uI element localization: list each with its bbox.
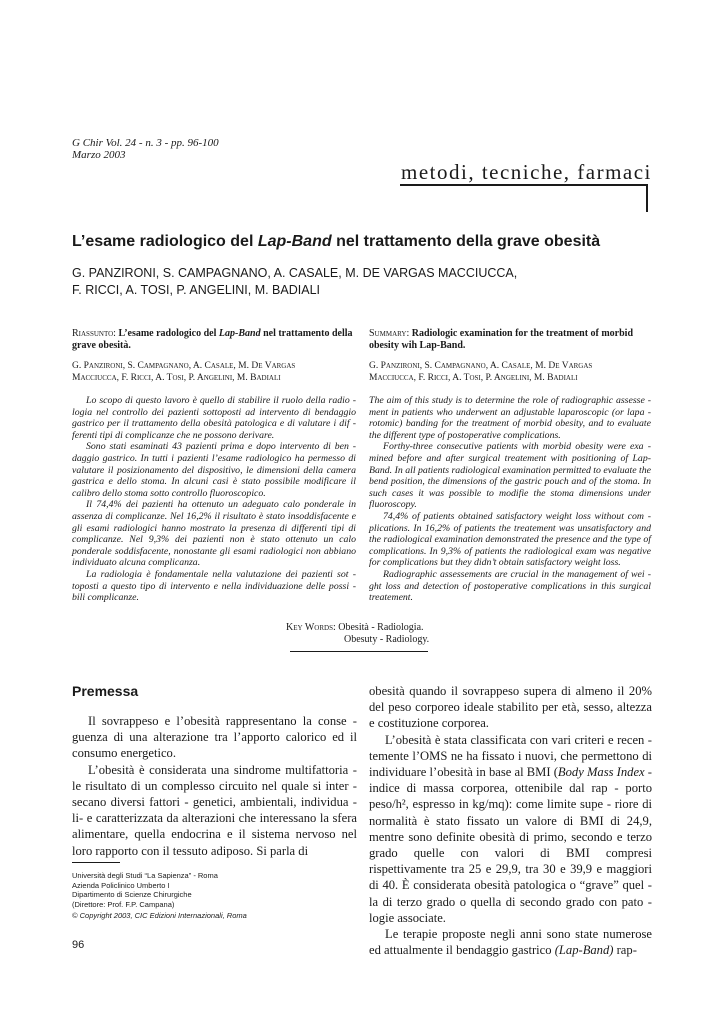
- summary-authors: G. Panzironi, S. Campagnano, A. Casale, M. De Vargas Macciucca, F. Ricci, A. Tosi, P. Angelini, M. Badiali: [369, 361, 593, 383]
- journal-date: Marzo 2003: [72, 149, 126, 161]
- keywords-rule: [290, 651, 428, 652]
- section-vertical-rule: [646, 184, 648, 212]
- riassunto-block: [72, 328, 356, 604]
- paragraph: Il sovrappeso e l’obesità rappresentano la conse - guenza di una alterazione tra l’apporto calorico ed il consumo energetico.: [72, 714, 357, 761]
- summary-heading: Summary: Radiologic examination for the treatment of morbid obesity wih Lap-Band.: [369, 328, 634, 351]
- paragraph: obesità quando il sovrappeso supera di almeno il 20% del peso corporeo ideale stabilito per età, sesso, altezza e costituzione corporea.: [369, 684, 652, 731]
- riassunto-heading: Riassunto: L’esame radologico del Lap-Band nel trattamento della grave obesità.: [72, 328, 353, 351]
- paragraph: L’obesità è considerata una sindrome multifattoria - le risultato di un complesso circuito nel quale si inter - secano diversi fattori - genetici, ambientali, individua - li- e caratterizzata da alterazioni che interessano la sfera alimentare, quella endocrina e il sistema nervoso nel loro rapporto con il tessuto adiposo. Si parla di: [72, 762, 357, 858]
- footnote-rule: [72, 862, 120, 863]
- author-line-2: F. RICCI, A. TOSI, P. ANGELINI, M. BADIALI: [72, 283, 320, 297]
- summary-text: [369, 395, 651, 604]
- paragraph: The aim of this study is to determine the role of radiographic assesse - ment in patients who underwent an adjustable laparoscopic (or lapa - rotomic) banding for the treatment of morbid obesity, and to evaluate the different type of postoperative complications.: [369, 395, 651, 441]
- body-right-column: [369, 683, 652, 958]
- journal-volume: G Chir Vol. 24 - n. 3 - pp. 96-100: [72, 137, 219, 149]
- section-title-premessa: Premessa: [72, 683, 139, 699]
- paragraph: Forthy-three consecutive patients with morbid obesity were exa - mined before and after surgical treatement with positioning of Lap- Band. In all patients radiological examination permitted to evaluate the bend position, the dimensions of the gastric pouch and of the stoma. In such cases it was possible to modifie the stoma dimensions under fluoroscopy.: [369, 441, 651, 511]
- paragraph: La radiologia è fondamentale nella valutazione dei pazienti sot - toposti a questo tipo di intervento e nella individuazione delle possi - bili complicanze.: [72, 568, 356, 604]
- section-rule: [400, 184, 648, 186]
- riassunto-text: [72, 395, 356, 604]
- paragraph: Il 74,4% dei pazienti ha ottenuto un adeguato calo ponderale in assenza di complicanze. Nel 16,2% il risultato è stato insoddisfacente e gli esami radiologici hanno mostrato la presenza di differenti tipi di complicanze. Nel 9,3% dei pazienti non è stato ottenuto un calo ponderale soddisfacente, nonostante gli esami radiologici non abbiano individuato alcuna complicanza.: [72, 499, 356, 569]
- paragraph: Le terapie proposte negli anni sono state numerose ed attualmente il bendaggio gastrico (Lap-Band) rap-: [369, 927, 652, 958]
- page-number: 96: [72, 939, 85, 951]
- body-left-column: [72, 713, 357, 859]
- paragraph: 74,4% of patients obtained satisfactory weight loss without com - plications. In 16,2% of patients the treatement was unsatisfactory and the radiological examination demonstrated the presence and the type of complications. In 9,3% of patients the radiological exam was negative for complications but they didn’t obtain satisfactory weight loss.: [369, 510, 651, 569]
- riassunto-authors: G. Panzironi, S. Campagnano, A. Casale, M. De Vargas Macciucca, F. Ricci, A. Tosi, P. Angelini, M. Badiali: [72, 361, 296, 383]
- affiliation-footnote: Università degli Studi “La Sapienza” - Roma Azienda Policlinico Umberto I Dipartimento di Scienze Chirurgiche (Direttore: Prof. F.P. Campana): [72, 871, 218, 909]
- summary-block: [369, 328, 651, 604]
- keywords-line-2: Obesuty - Radiology.: [344, 634, 430, 645]
- section-heading: metodi, tecniche, farmaci: [401, 160, 652, 184]
- journal-citation: [72, 137, 219, 161]
- paragraph: Radiographic assessements are crucial in the management of wei - ght loss and detection of postoperative complications in this surgical treatement.: [369, 568, 651, 604]
- paragraph: L’obesità è stata classificata con vari criteri e recen - temente l’OMS ne ha fissato i nuovi, che permettono di individuare l’obesità in base al BMI (Body Mass Index - indice di massa corporea, ottenibile dal rap - porto peso/h², espresso in kg/mq): come limite supe - riore di normalità è stato fissato un valore di BMI di 24,9, mentre sono definite obesità di primo, secondo e terzo grado quelle con valori di BMI compresi rispettivamente tra 25 e 29,9, tra 30 e 39,9 e maggiori di 40. È considerata obesità patologica o “grave” quel - la di terzo grado o quella di secondo grado con pato - logie associate.: [369, 732, 653, 925]
- paragraph: Sono stati esaminati 43 pazienti prima e dopo intervento di ben - daggio gastrico. In tutti i pazienti l’esame radiologico ha permesso di valutare il posizionamento del dispositivo, le dimensioni della camera gastrica e dello stoma. In alcuni casi è stato possibile modificare il calibro dello stoma sotto controllo fluoroscopico.: [72, 441, 356, 499]
- author-list: [72, 265, 517, 299]
- keywords-line-1: Key Words: Obesità - Radiologia.: [286, 622, 424, 633]
- author-line-1: G. PANZIRONI, S. CAMPAGNANO, A. CASALE, M. DE VARGAS MACCIUCCA,: [72, 266, 518, 280]
- paragraph: Lo scopo di questo lavoro è quello di stabilire il ruolo della radio - logia nel controllo dei pazienti sottoposti ad intervento di bendaggio gastrico per il trattamento della obesità patologica e di valutare i dif - ferenti tipi di complicanze che ne possono derivare.: [72, 395, 356, 441]
- article-title: L’esame radiologico del Lap-Band nel trattamento della grave obesità: [72, 233, 601, 250]
- copyright-notice: © Copyright 2003, CIC Edizioni Internazionali, Roma: [72, 911, 247, 920]
